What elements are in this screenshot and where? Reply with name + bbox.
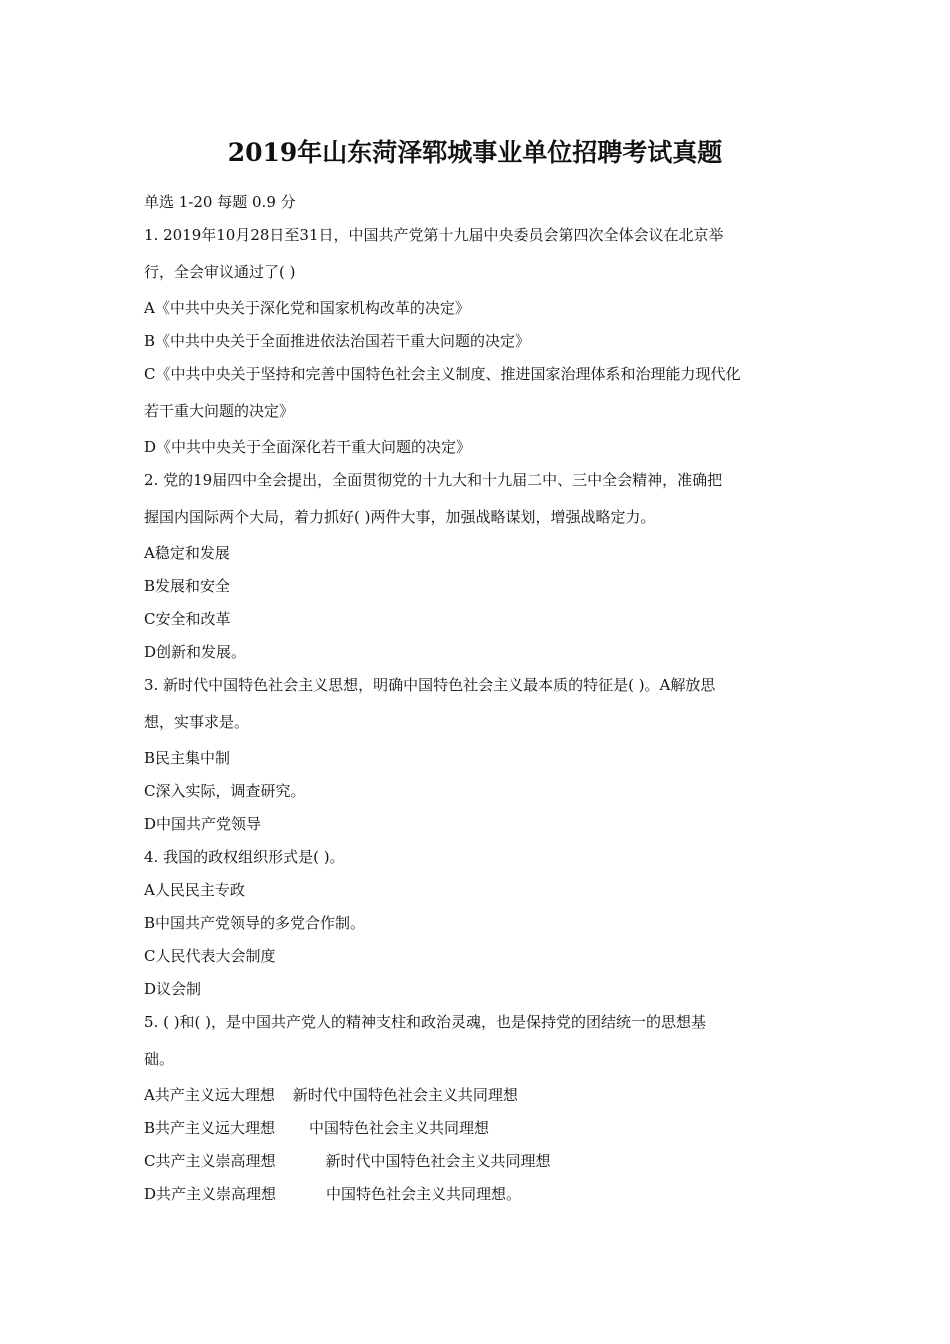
question-1-option-b: B《中共中央关于全面推进依法治国若干重大问题的决定》: [144, 332, 531, 350]
question-5-stem-line-2: 础。: [144, 1050, 175, 1068]
question-1-stem-line-2: 行，全会审议通过了( ): [144, 263, 296, 281]
question-5-option-d-right: 中国特色社会主义共同理想。: [326, 1185, 522, 1203]
question-5-option-a: [144, 1079, 812, 1112]
question-5-option-c-left: C共产主义崇高理想: [144, 1152, 276, 1170]
question-5-option-d: [144, 1178, 812, 1211]
question-2-option-b: B发展和安全: [144, 577, 231, 595]
question-5-option-a-left: A共产主义远大理想: [144, 1086, 275, 1104]
question-5-option-b: [144, 1112, 812, 1145]
question-1-option-a: A《中共中央关于深化党和国家机构改革的决定》: [144, 299, 470, 317]
question-1-stem-line-1: 1. 2019年10月28日至31日，中国共产党第十九届中央委员会第四次全体会议在北京举: [144, 226, 724, 244]
question-1-option-c-line-2: 若干重大问题的决定》: [144, 402, 295, 420]
question-5-option-c: [144, 1145, 812, 1178]
question-3-option-d: D中国共产党领导: [144, 815, 262, 833]
question-5-option-b-right: 中国特色社会主义共同理想: [309, 1119, 490, 1137]
question-1-option-d: D《中共中央关于全面深化若干重大问题的决定》: [144, 438, 472, 456]
question-4-option-a: A人民民主专政: [144, 881, 245, 899]
question-4-option-c: C人民代表大会制度: [144, 947, 276, 965]
question-list: [144, 186, 812, 1211]
question-5-option-a-right: 新时代中国特色社会主义共同理想: [292, 1086, 518, 1104]
question-5-stem-line-1: 5. ( )和( )，是中国共产党人的精神支柱和政治灵魂，也是保持党的团结统一的思想基: [144, 1013, 707, 1031]
question-3-option-b: B民主集中制: [144, 749, 231, 767]
question-4-option-d: D议会制: [144, 980, 202, 998]
question-2-stem-line-1: 2. 党的19届四中全会提出，全面贯彻党的十九大和十九届二中、三中全会精神，准确把: [144, 471, 723, 489]
question-5-option-d-left: D共产主义崇高理想: [144, 1185, 277, 1203]
question-4-option-b: B中国共产党领导的多党合作制。: [144, 914, 366, 932]
page-title: 2019年山东菏泽郓城事业单位招聘考试真题: [227, 138, 723, 167]
question-2-option-a: A稳定和发展: [144, 544, 230, 562]
question-2-option-c: C安全和改革: [144, 610, 231, 628]
question-1-option-c-line-1: C《中共中央关于坚持和完善中国特色社会主义制度、推进国家治理体系和治理能力现代化: [144, 365, 741, 383]
question-5-option-c-right: 新时代中国特色社会主义共同理想: [325, 1152, 551, 1170]
question-3-stem-line-1: 3. 新时代中国特色社会主义思想，明确中国特色社会主义最本质的特征是( )。A解放思: [144, 676, 716, 694]
question-2-option-d: D创新和发展。: [144, 643, 247, 661]
question-4-stem: 4. 我国的政权组织形式是( )。: [144, 848, 345, 866]
section-header: 单选 1-20 每题 0.9 分: [144, 193, 296, 211]
question-3-option-c: C深入实际，调查研究。: [144, 782, 306, 800]
question-3-stem-line-2: 想，实事求是。: [144, 713, 250, 731]
question-5-option-b-left: B共产主义远大理想: [144, 1119, 276, 1137]
question-2-stem-line-2: 握国内国际两个大局，着力抓好( )两件大事，加强战略谋划，增强战略定力。: [144, 508, 656, 526]
